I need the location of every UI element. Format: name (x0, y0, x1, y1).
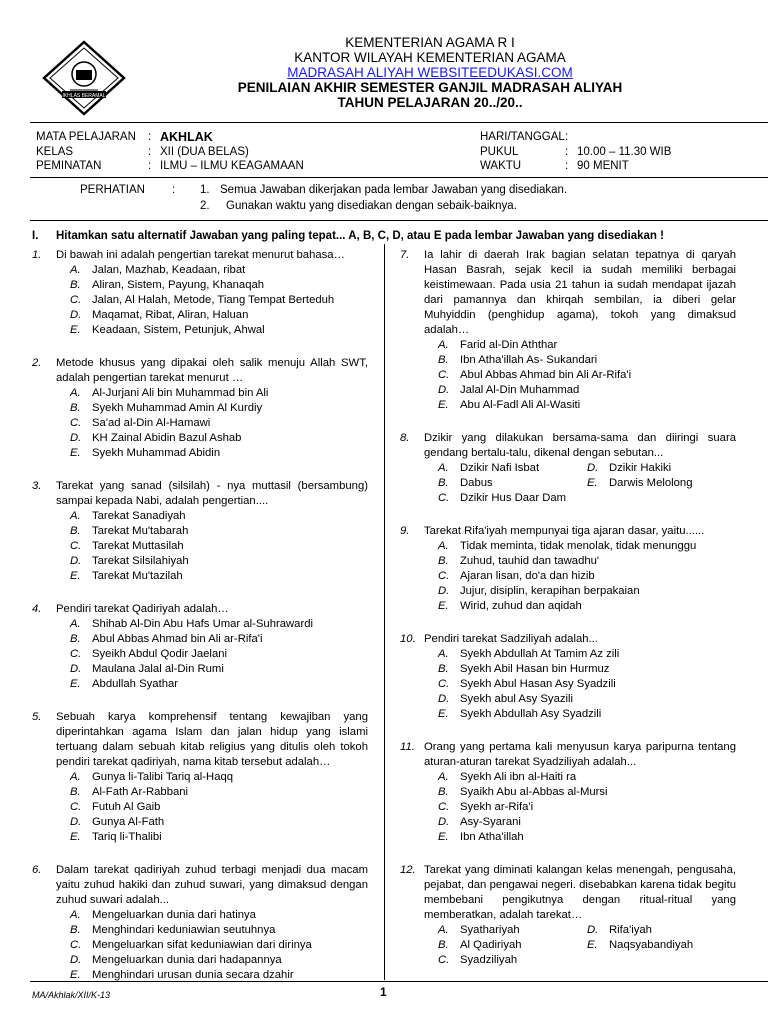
question-item (32, 356, 368, 479)
question-number: 10. (400, 633, 416, 645)
answer-option[interactable]: A. Gunya li-Talibi Tariq al-Haqq (70, 771, 234, 783)
question-item (400, 248, 736, 431)
answer-option[interactable]: C. Syeikh Abdul Qodir Jaelani (70, 648, 228, 660)
answer-option[interactable]: A. Syekh Abdullah At Tamim Az zili (438, 648, 620, 660)
answer-option[interactable]: D. Jujur, disiplin, kerapihan berpakaian (438, 585, 640, 597)
answer-option[interactable]: B. Al-Fath Ar-Rabbani (70, 786, 189, 798)
info-divider (30, 177, 768, 178)
question-number: 8. (400, 432, 410, 444)
answer-option[interactable]: E. Abu Al-Fadl Ali Al-Wasiti (438, 399, 581, 411)
question-number: 1. (32, 249, 42, 261)
question-text: Ia lahir di daerah Irak bagian selatan tepatnya di qaryah Hasan Basrah, sejak kecil ia sudah memiliki berbagai keistimewaan. Pada usia 21 tahun ia sudah mendapat ijazah dari pamannya dan khirqah sembilan, ia diberi gelar Muhyiddin (penghidup agama), tokoh yang dimaksud adalah… (424, 249, 736, 336)
answer-option[interactable]: A. Mengeluarkan dunia dari hatinya (70, 909, 256, 921)
header-exam-title: PENILAIAN AKHIR SEMESTER GANJIL MADRASAH ALIYAH (237, 80, 623, 95)
question-text: Dzikir yang dilakukan bersama-sama dan diiringi suara gendang bertalu-talu, dikenal dengan sebutan... (424, 432, 736, 459)
answer-option[interactable]: B. Abul Abbas Ahmad bin Ali ar-Rifa'i (70, 633, 263, 645)
answer-option[interactable]: C. Mengeluarkan sifat keduniawian dari dirinya (70, 939, 312, 951)
question-text: Orang yang pertama kali menyusun karya paripurna tentang aturan-aturan tarekat Syadziliyah adalah... (424, 741, 736, 768)
answer-option[interactable]: E. Keadaan, Sistem, Petunjuk, Ahwal (70, 324, 265, 336)
info-right: HARI/TANGGAL : PUKUL : 10.00 – 11.30 WIB WAKTU : 90 MENIT (480, 131, 672, 172)
question-number: 5. (32, 711, 42, 723)
question-text: Di bawah ini adalah pengertian tarekat menurut bahasa… (56, 249, 345, 261)
answer-option[interactable]: A. Dzikir Nafi Isbat (438, 462, 540, 474)
instructions: PERHATIAN : 1. Semua Jawaban dikerjakan pada lembar Jawaban yang disediakan. 2. Gunakan waktu yang disediakan dengan sebaik-baiknya. (80, 184, 568, 212)
question-text: Pendiri tarekat Sadziliyah adalah... (424, 633, 598, 645)
answer-option[interactable]: A. Tidak meminta, tidak menolak, tidak menunggu (438, 540, 697, 552)
answer-option[interactable]: D. Syekh abul Asy Syazili (438, 693, 574, 705)
question-text: Tarekat yang sanad (silsilah) - nya muttasil (bersambung) sampai kepada Nabi, adalah pengertian.... (56, 480, 368, 507)
question-item (32, 710, 368, 863)
answer-option[interactable]: E. Syekh Abdullah Asy Syadzili (438, 708, 602, 720)
answer-option[interactable]: D. KH Zainal Abidin Bazul Ashab (70, 432, 242, 444)
question-number: 6. (32, 864, 42, 876)
question-item (400, 863, 736, 968)
answer-option[interactable]: C. Futuh Al Gaib (70, 801, 161, 813)
answer-option[interactable]: A. Shihab Al-Din Abu Hafs Umar al-Suhrawardi (70, 618, 314, 630)
answer-option[interactable]: A. Syekh Ali ibn al-Haiti ra (438, 771, 577, 783)
page-number: 1 (380, 985, 387, 999)
column-divider (384, 244, 385, 980)
answer-option (587, 491, 736, 506)
answer-option[interactable]: E. Tariq li-Thalibi (70, 831, 162, 843)
answer-option[interactable]: B. Dabus (438, 477, 493, 489)
answer-option[interactable]: B. Menghindari keduniawian seutuhnya (70, 924, 276, 936)
answer-option[interactable]: E. Ibn Atha'illah (438, 831, 524, 843)
answer-option[interactable]: E. Abdullah Syathar (70, 678, 179, 690)
answer-option[interactable]: C. Syekh ar-Rifa'i (438, 801, 534, 813)
question-text: Pendiri tarekat Qadiriyah adalah… (56, 603, 229, 615)
answer-option[interactable]: A. Tarekat Sanadiyah (70, 510, 186, 522)
answer-option[interactable]: E. Darwis Melolong (587, 477, 693, 489)
answer-option[interactable]: C. Sa'ad al-Din Al-Hamawi (70, 417, 211, 429)
instructions-divider (30, 220, 768, 221)
svg-text:IKHLAS BERAMAL: IKHLAS BERAMAL (62, 93, 106, 99)
answer-option (587, 953, 736, 968)
answer-option[interactable]: B. Syekh Muhammad Amin Al Kurdiy (70, 402, 263, 414)
answer-option[interactable]: B. Zuhud, tauhid dan tawadhu' (438, 555, 600, 567)
question-item (32, 863, 368, 983)
question-item (400, 740, 736, 863)
answer-option[interactable]: E. Wirid, zuhud dan aqidah (438, 600, 582, 612)
answer-option[interactable]: C. Syekh Abul Hasan Asy Syadzili (438, 678, 616, 690)
question-number: 3. (32, 480, 42, 492)
footer-code: MA/Akhlak/XII/K-13 (32, 990, 111, 1000)
answer-option[interactable]: C. Ajaran lisan, do'a dan hizib (438, 570, 595, 582)
question-item (32, 602, 368, 710)
answer-option[interactable]: D. Dzikir Hakiki (587, 462, 672, 474)
question-number: 2. (32, 357, 42, 369)
answer-option[interactable]: D. Rifa'iyah (587, 924, 652, 936)
answer-option[interactable]: B. Aliran, Sistem, Payung, Khanaqah (70, 279, 265, 291)
document-header (150, 35, 710, 110)
answer-option[interactable]: D. Gunya Al-Fath (70, 816, 165, 828)
question-text: Dalam tarekat qadiriyah zuhud terbagi menjadi dua macam yaitu zuhud hakiki dan zuhud suwari, yang dimaksud dengan zuhud suwari adalah... (56, 864, 368, 906)
answer-option[interactable]: A. Syathariyah (438, 924, 520, 936)
footer-divider (30, 981, 768, 982)
questions-left (32, 248, 368, 983)
answer-option[interactable]: D. Asy-Syarani (438, 816, 521, 828)
question-text: Tarekat Rifa'iyah mempunyai tiga ajaran dasar, yaitu...... (424, 525, 705, 537)
question-item (400, 431, 736, 524)
header-year: TAHUN PELAJARAN 20../20.. (337, 95, 523, 110)
answer-option[interactable]: B. Al Qadiriyah (438, 939, 522, 951)
answer-option[interactable]: E. Tarekat Mu'tazilah (70, 570, 183, 582)
question-number: 7. (400, 249, 410, 261)
answer-option[interactable]: B. Syekh Abil Hasan bin Hurmuz (438, 663, 610, 675)
answer-option[interactable]: C. Dzikir Hus Daar Dam (438, 492, 567, 504)
question-item (400, 524, 736, 632)
answer-option[interactable]: C. Jalan, Al Halah, Metode, Tiang Tempat Berteduh (70, 294, 335, 306)
answer-option[interactable]: C. Abul Abbas Ahmad bin Ali Ar-Rifa'i (438, 369, 632, 381)
header-divider (30, 122, 768, 123)
answer-option[interactable]: E. Syekh Muhammad Abidin (70, 447, 221, 459)
answer-option[interactable]: D. Jalal Al-Din Muhammad (438, 384, 580, 396)
question-number: 12. (400, 864, 416, 876)
question-text: Sebuah karya komprehensif tentang kewajiban yang diperintahkan agama Islam dan jalan hidup yang islami tertuang dalam sebuah kitab religius yang ditulis oleh tokoh pendiri tarekat qadiriyah, nama kitab tersebut adalah… (56, 711, 368, 768)
answer-option[interactable]: D. Maqamat, Ribat, Aliran, Haluan (70, 309, 249, 321)
section-heading: I. Hitamkan satu alternatif Jawaban yang paling tepat... A, B, C, D, atau E pada lembar Jawaban yang disediakan ! (32, 230, 664, 242)
question-item (400, 632, 736, 740)
question-text: Metode khusus yang dipakai oleh salik menuju Allah SWT, adalah pengertian tarekat menurut … (56, 357, 368, 384)
answer-option[interactable]: E. Menghindari urusan dunia secara dzahir (70, 969, 294, 981)
answer-option[interactable]: A. Al-Jurjani Ali bin Muhammad bin Ali (70, 387, 269, 399)
answer-option[interactable]: E. Naqsyabandiyah (587, 939, 694, 951)
answer-option[interactable]: B. Syaikh Abu al-Abbas al-Mursi (438, 786, 608, 798)
question-number: 4. (32, 603, 42, 615)
kemenag-logo (40, 40, 128, 116)
question-number: 9. (400, 525, 410, 537)
questions-right (400, 248, 736, 968)
question-item (32, 479, 368, 602)
question-item (32, 248, 368, 356)
answer-option[interactable]: D. Tarekat Silsilahiyah (70, 555, 189, 567)
answer-option[interactable]: A. Jalan, Mazhab, Keadaan, ribat (70, 264, 246, 276)
answer-option[interactable]: C. Syadziliyah (438, 954, 518, 966)
answer-option[interactable]: B. Tarekat Mu'tabarah (70, 525, 189, 537)
answer-option[interactable]: C. Tarekat Muttasilah (70, 540, 184, 552)
answer-option[interactable]: D. Mengeluarkan dunia dari hadapannya (70, 954, 282, 966)
answer-option[interactable]: A. Farid al-Din Aththar (438, 339, 558, 351)
question-number: 11. (400, 741, 415, 753)
answer-option[interactable]: B. Ibn Atha'illah As- Sukandari (438, 354, 598, 366)
header-line-1: KEMENTERIAN AGAMA R I (345, 35, 515, 50)
header-link[interactable]: MADRASAH ALIYAH WEBSITEEDUKASI.COM (287, 65, 573, 80)
question-text: Tarekat yang diminati kalangan kelas menengah, pengusaha, pejabat, dan pengawai negeri. disebabkan karena tidak begitu membebani pengikutnya dengan ritual-ritual yang memberatkan, adalah tarekat… (424, 864, 736, 921)
info-left: MATA PELAJARAN : AKHLAK KELAS : XII (DUA BELAS) PEMINATAN : ILMU – ILMU KEAGAMAAN (36, 130, 304, 172)
answer-option[interactable]: D. Maulana Jalal al-Din Rumi (70, 663, 224, 675)
header-line-2: KANTOR WILAYAH KEMENTERIAN AGAMA (294, 50, 566, 65)
